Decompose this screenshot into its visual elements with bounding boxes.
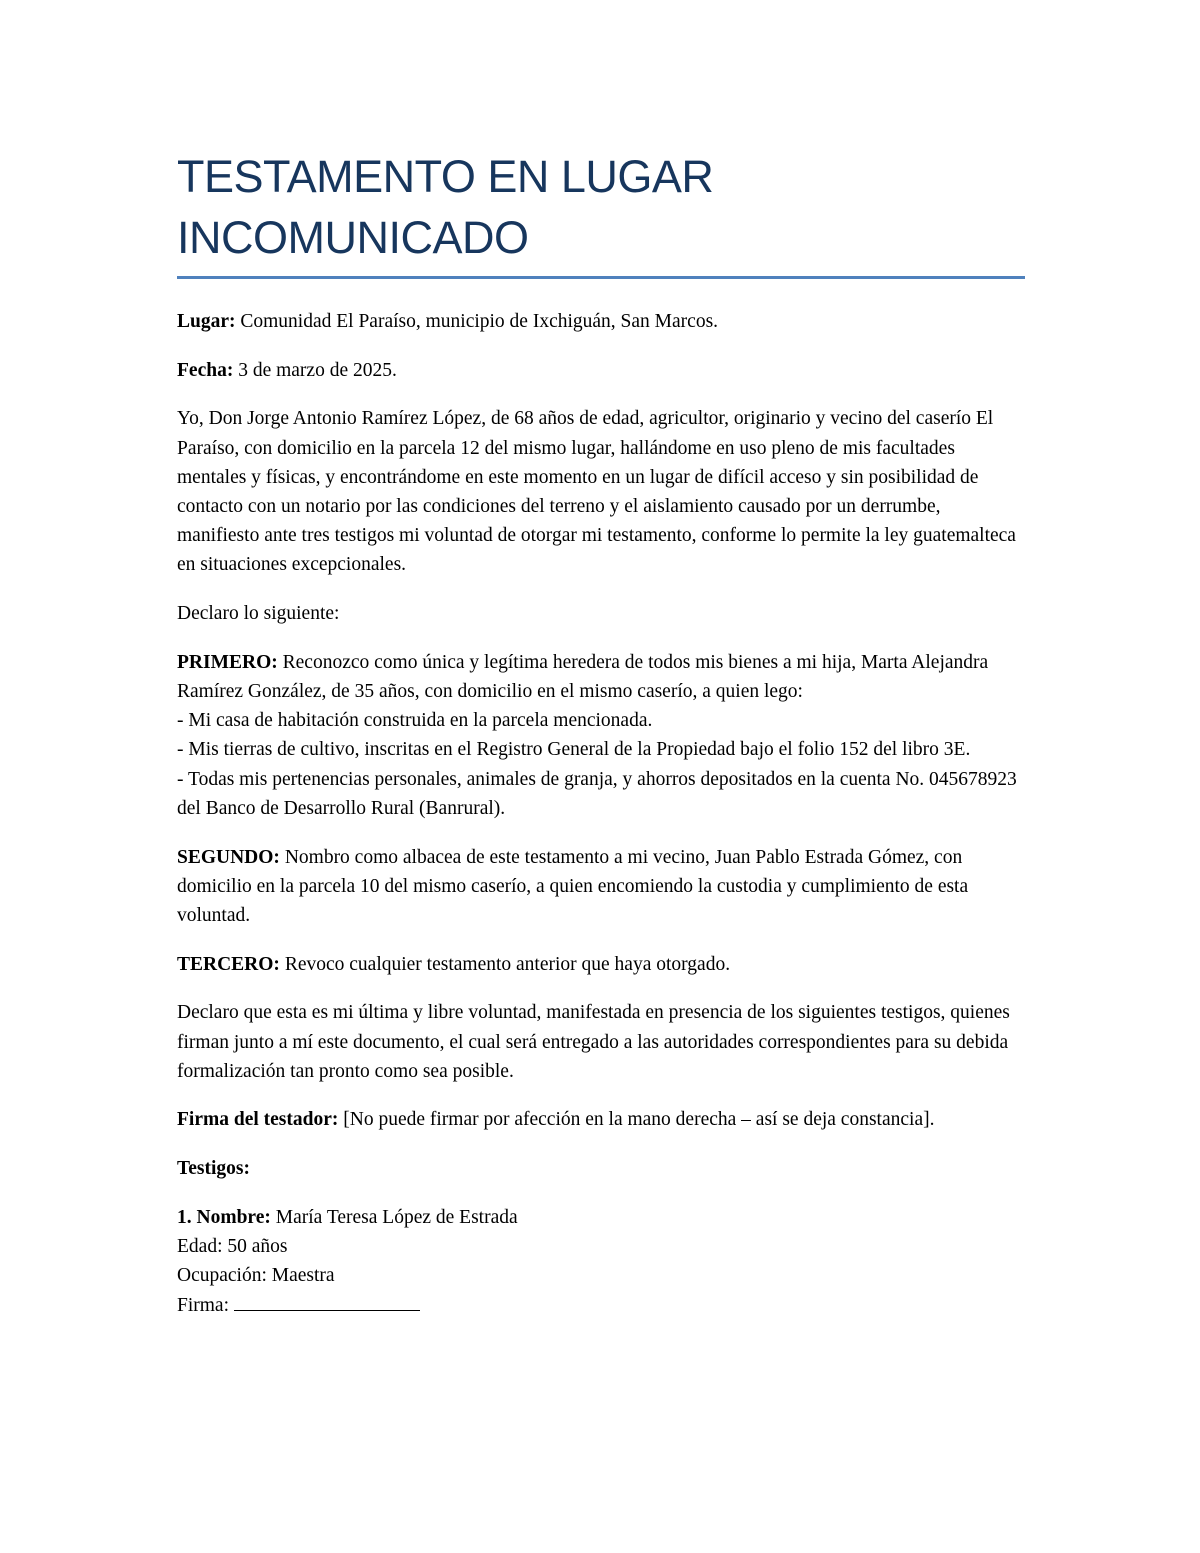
witness-age: Edad: 50 años <box>177 1236 288 1258</box>
primero-label: PRIMERO: <box>177 651 278 673</box>
document-title <box>177 146 1025 268</box>
witness-signature-line <box>177 1290 1025 1320</box>
declaro-paragraph: Declaro lo siguiente: <box>177 603 340 625</box>
bequest-item: - Todas mis pertenencias personales, animales de granja, y ahorros depositados en la cuenta No. 045678923 del Banco de Desarrollo Rural (Banrural). <box>177 768 1017 819</box>
testator-signature-label: Firma del testador: <box>177 1109 339 1131</box>
bequest-item: - Mi casa de habitación construida en la parcela mencionada. <box>177 710 653 732</box>
primero-clause <box>177 648 1025 823</box>
witness-name-label: 1. Nombre: <box>177 1206 271 1228</box>
title-line-1: TESTAMENTO EN LUGAR <box>177 151 714 202</box>
bequest-item: - Mis tierras de cultivo, inscritas en el Registro General de la Propiedad bajo el folio 152 del libro 3E. <box>177 739 971 761</box>
fecha-paragraph <box>177 356 1025 385</box>
tercero-clause <box>177 950 1025 979</box>
signature-blank <box>234 1290 420 1311</box>
testator-signature-note: [No puede firmar por afección en la mano derecha – así se deja constancia]. <box>338 1109 935 1131</box>
witness-name-line <box>177 1203 1025 1232</box>
segundo-clause <box>177 843 1025 931</box>
testator-signature <box>177 1105 1025 1134</box>
title-line-2: INCOMUNICADO <box>177 212 529 263</box>
witness-signature-label: Firma: <box>177 1295 234 1317</box>
tercero-label: TERCERO: <box>177 953 280 975</box>
lugar-value: Comunidad El Paraíso, municipio de Ixchiguán, San Marcos. <box>235 311 719 332</box>
title-divider <box>177 276 1025 279</box>
tercero-text: Revoco cualquier testamento anterior que haya otorgado. <box>279 953 731 975</box>
witness-occupation: Ocupación: Maestra <box>177 1265 335 1287</box>
lugar-paragraph <box>177 307 1025 336</box>
primero-text: Reconozco como única y legítima heredera de todos mis bienes a mi hija, Marta Alejandra Ramírez González, de 35 años, con domicilio en el mismo caserío, a quien lego: <box>177 651 989 703</box>
witness-1 <box>177 1203 1025 1321</box>
intro-paragraph: Yo, Don Jorge Antonio Ramírez López, de 68 años de edad, agricultor, originario y vecino del caserío El Paraíso, con domicilio en la parcela 12 del mismo lugar, hallándome en uso pleno de mis facultades mentales y físicas, y encontrándome en este momento en un lugar de difícil acceso y sin posibilidad de contacto con un notario por las condiciones del terreno y el aislamiento causado por un derrumbe, manifiesto ante tres testigos mi voluntad de otorgar mi testamento, conforme lo permite la ley guatemalteca en situaciones excepcionales. <box>177 408 1016 576</box>
fecha-value: 3 de marzo de 2025. <box>233 359 397 381</box>
segundo-label: SEGUNDO: <box>177 846 280 868</box>
witnesses-heading <box>177 1154 1025 1183</box>
closing-paragraph: Declaro que esta es mi última y libre voluntad, manifestada en presencia de los siguientes testigos, quienes firman junto a mí este documento, el cual será entregado a las autoridades correspondientes para su debida formalización tan pronto como sea posible. <box>177 1002 1010 1082</box>
fecha-label: Fecha: <box>177 359 234 381</box>
witnesses-label: Testigos: <box>177 1158 250 1180</box>
lugar-label: Lugar: <box>177 311 236 332</box>
segundo-text: Nombro como albacea de este testamento a mi vecino, Juan Pablo Estrada Gómez, con domicilio en la parcela 10 del mismo caserío, a quien encomiendo la custodia y cumplimiento de esta voluntad. <box>177 846 969 926</box>
document-page <box>177 146 1025 1340</box>
witness-name: María Teresa López de Estrada <box>270 1206 518 1228</box>
